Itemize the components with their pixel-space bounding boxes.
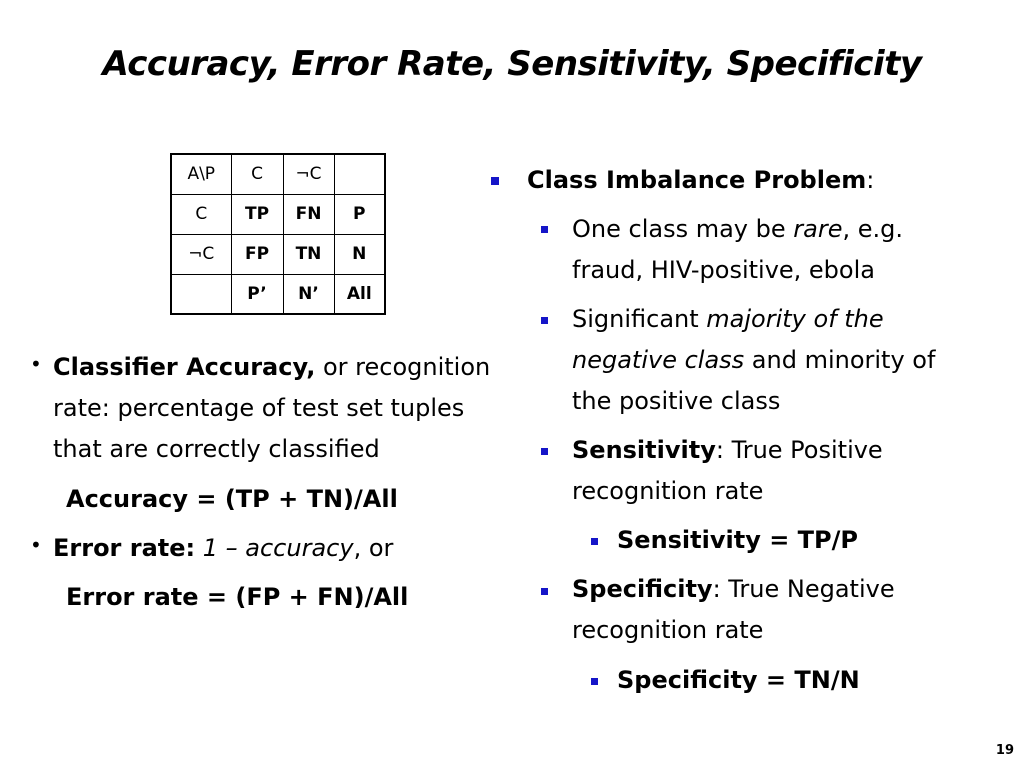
majority-negative-item: [572, 299, 1012, 422]
table-cell: FN: [283, 194, 334, 234]
square-bullet-icon: [541, 226, 548, 233]
rare-class-item: [572, 209, 1012, 291]
table-row: [171, 274, 385, 314]
specificity-formula: Specificity = TN/N: [617, 666, 860, 694]
table-cell: P: [334, 194, 385, 234]
accuracy-term: Classifier Accuracy,: [53, 353, 316, 381]
item-text: : True Negative: [712, 575, 895, 603]
error-rate-text: , or: [353, 534, 394, 562]
item-text: : True Positive: [715, 436, 883, 464]
sensitivity-formula: Sensitivity = TP/P: [617, 526, 858, 554]
square-bullet-icon: [541, 448, 548, 455]
page-number: 19: [995, 743, 1014, 758]
table-header-row: [171, 154, 385, 194]
error-rate-definition: [53, 528, 393, 569]
class-imbalance-heading: [527, 160, 874, 201]
slide-title: Accuracy, Error Rate, Sensitivity, Specificity: [102, 44, 922, 84]
table-cell: N: [334, 234, 385, 274]
error-rate-italic: 1 – accuracy: [195, 534, 354, 562]
square-bullet-icon: [541, 317, 548, 324]
item-text: One class may be: [572, 215, 794, 243]
specificity-item: [572, 569, 1012, 651]
accuracy-text: rate: percentage of test set tuples: [53, 394, 465, 422]
accuracy-text: or recognition: [315, 353, 491, 381]
item-italic: rare: [793, 215, 843, 243]
table-cell: ¬C: [283, 154, 334, 194]
item-text: Significant: [572, 305, 707, 333]
specificity-term: Specificity: [572, 575, 713, 603]
table-cell: [171, 274, 231, 314]
table-cell: FP: [231, 234, 283, 274]
table-cell: [334, 154, 385, 194]
accuracy-definition: [53, 347, 533, 470]
table-cell: A\P: [171, 154, 231, 194]
square-bullet-icon: [591, 538, 598, 545]
accuracy-formula: Accuracy = (TP + TN)/All: [66, 485, 398, 513]
table-cell: C: [231, 154, 283, 194]
class-imbalance-term: Class Imbalance Problem: [527, 166, 867, 194]
item-text: and minority of: [744, 346, 936, 374]
table-cell: TP: [231, 194, 283, 234]
item-text: recognition rate: [572, 616, 764, 644]
bullet-dot-icon: •: [30, 533, 42, 557]
item-text: fraud, HIV-positive, ebola: [572, 256, 875, 284]
table-cell: All: [334, 274, 385, 314]
item-text: recognition rate: [572, 477, 764, 505]
square-bullet-icon: [541, 588, 548, 595]
square-bullet-icon: [491, 177, 499, 185]
table-row: [171, 234, 385, 274]
confusion-matrix-table: [170, 153, 386, 315]
sensitivity-item: [572, 430, 1012, 512]
accuracy-text: that are correctly classified: [53, 435, 380, 463]
error-rate-formula: Error rate = (FP + FN)/All: [66, 583, 409, 611]
bullet-dot-icon: •: [30, 352, 42, 376]
item-text: the positive class: [572, 387, 781, 415]
table-cell: N’: [283, 274, 334, 314]
item-italic: majority of the: [706, 305, 884, 333]
table-cell: ¬C: [171, 234, 231, 274]
error-rate-term: Error rate:: [53, 534, 196, 562]
item-italic: negative class: [572, 346, 745, 374]
table-row: [171, 194, 385, 234]
table-cell: TN: [283, 234, 334, 274]
item-text: , e.g.: [842, 215, 903, 243]
sensitivity-term: Sensitivity: [572, 436, 716, 464]
square-bullet-icon: [591, 678, 598, 685]
heading-colon: :: [866, 166, 875, 194]
table-cell: P’: [231, 274, 283, 314]
table-cell: C: [171, 194, 231, 234]
